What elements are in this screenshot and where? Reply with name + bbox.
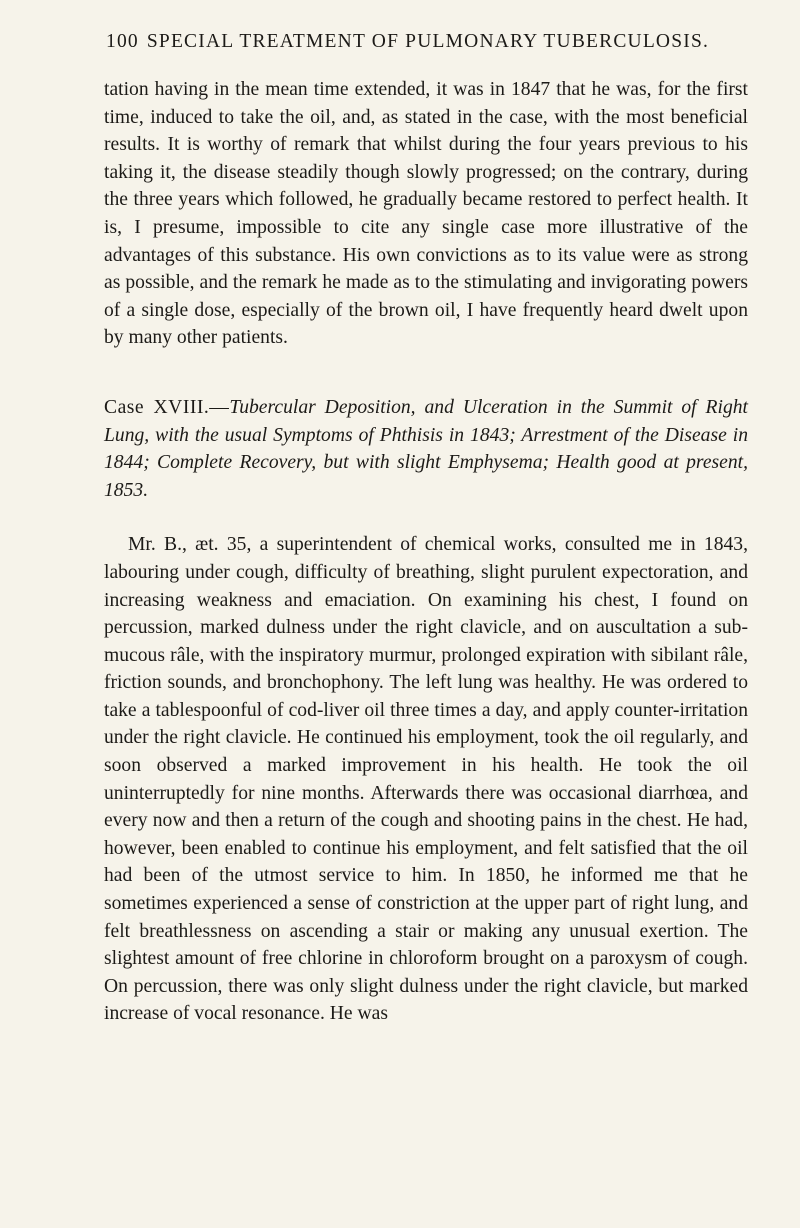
- page-number: 100: [106, 31, 139, 52]
- case-narrative-paragraph: Mr. B., æt. 35, a superintendent of chemical works, consulted me in 1843, labouring under cough, difficulty of breathing, slight purulent expectoration, and increasing weakness and emaciation. On examining his chest, I found on percussion, marked dulness under the right clavicle, and on auscultation a sub-mucous râle, with the inspiratory murmur, prolonged expiration with sibilant râle, friction sounds, and bronchophony. The left lung was healthy. He was ordered to take a tablespoonful of cod-liver oil three times a day, and apply counter-irritation under the right clavicle. He continued his employment, took the oil regularly, and soon observed a marked improvement in his health. He took the oil uninterruptedly for nine months. Afterwards there was occasional diarrhœa, and every now and then a return of the cough and shooting pains in the chest. He had, however, been enabled to continue his employment, and felt satisfied that the oil had been of the utmost service to him. In 1850, he informed me that he sometimes experienced a sense of constriction at the upper part of right lung, and felt breathlessness on ascending a stair or making any unusual exertion. The slightest amount of free chlorine in chloroform brought on a paroxysm of cough. On percussion, there was only slight dulness under the right clavicle, but marked increase of vocal resonance. He was: [104, 534, 748, 1025]
- continuation-paragraph: tation having in the mean time extended, it was in 1847 that he was, for the first time, induced to take the oil, and, as stated in the case, with the most beneficial results. It is worthy of remark that whilst during the four years previous to his taking it, the disease steadily though slowly progressed; on the contrary, during the three years which followed, he gradually became restored to perfect health. It is, I presume, impossible to cite any single case more illustrative of the advantages of this substance. His own convictions as to its value were as strong as possible, and the remark he made as to the stimulating and invigorating powers of a single dose, especially of the brown oil, I have frequently heard dwelt upon by many other patients.: [104, 79, 748, 349]
- running-title: SPECIAL TREATMENT OF PULMONARY TUBERCULOSIS.: [146, 31, 710, 52]
- case-title: Tubercular Deposition, and Ulceration in the Summit of Right Lung, with the usual Symptoms of Phthisis in 1843; Arrestment of the Disease in 1844; Complete Recovery, but with slight Emphysema; Health good at present, 1853.: [104, 396, 748, 501]
- continuation-paragraph-block: [78, 76, 748, 352]
- running-header: [106, 30, 748, 54]
- case-label: Case XVIII.—: [104, 396, 230, 418]
- case-narrative-block: [78, 531, 748, 1028]
- case-heading: [78, 394, 748, 504]
